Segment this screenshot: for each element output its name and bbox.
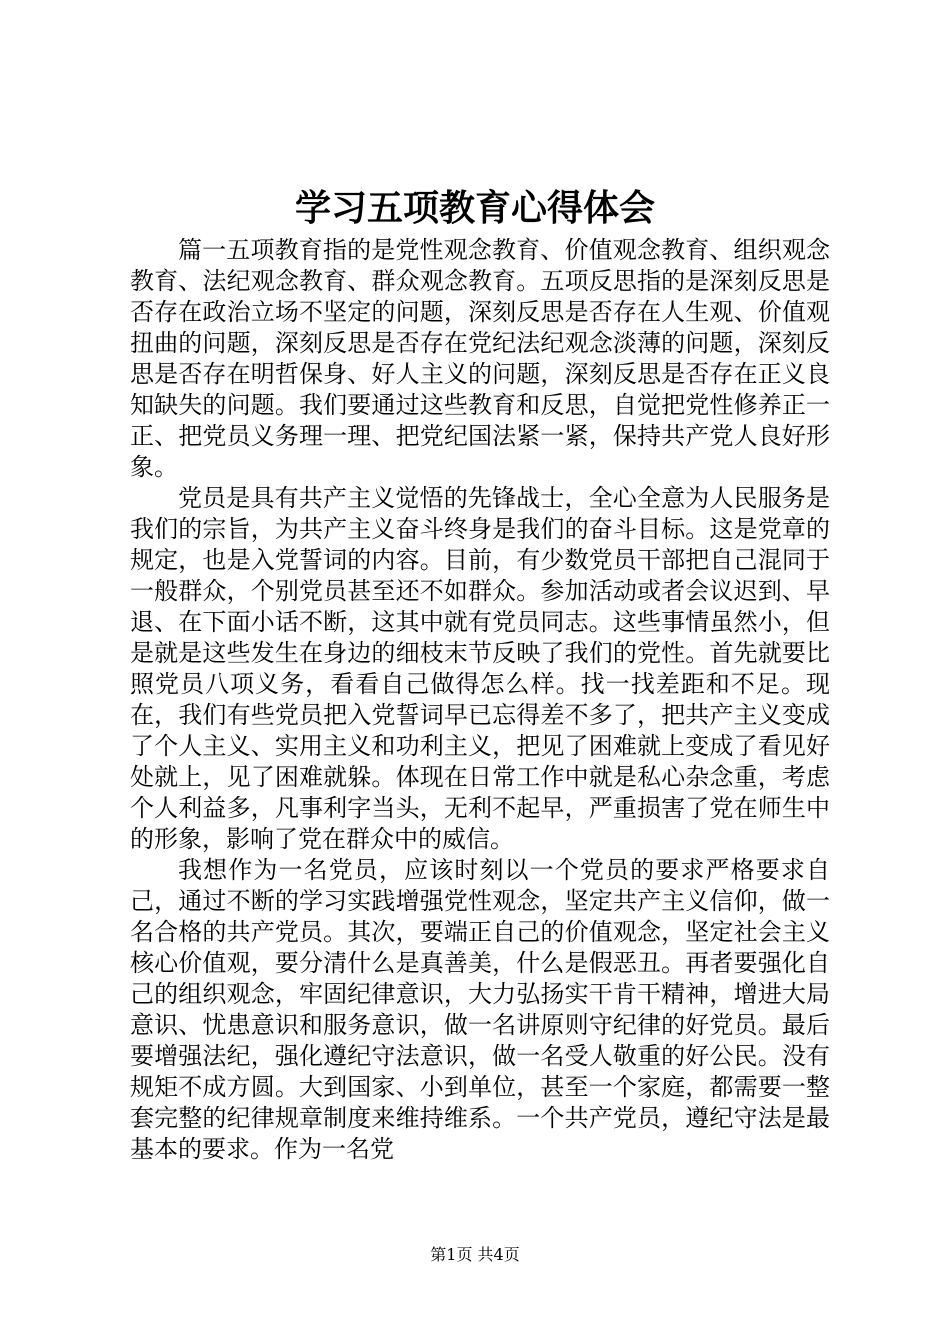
document-title: 学习五项教育心得体会 [294, 187, 655, 229]
paragraph-1: 篇一五项教育指的是党性观念教育、价值观念教育、组织观念教育、法纪观念教育、群众观念教育。五项反思指的是深刻反思是否存在政治立场不坚定的问题，深刻反思是否存在人生观、价值观扭曲的问题，深刻反思是否存在党纪法纪观念淡薄的问题，深刻反思是否存在明哲保身、好人主义的问题，深刻反思是否存在正义良知缺失的问题。我们要通过这些教育和反思，自觉把党性修养正一正、把党员义务理一理、把党纪国法紧一紧，保持共产党人良好形象。 [130, 236, 830, 481]
paragraph-2: 党员是具有共产主义觉悟的先锋战士，全心全意为人民服务是我们的宗旨，为共产主义奋斗终身是我们的奋斗目标。这是党章的规定，也是入党誓词的内容。目前，有少数党员干部把自己混同于一般群众，个别党员甚至还不如群众。参加活动或者会议迟到、早退、在下面小话不断，这其中就有党员同志。这些事情虽然小，但是就是这些发生在身边的细枝末节反映了我们的党性。首先就要比照党员八项义务，看看自己做得怎么样。找一找差距和不足。现在，我们有些党员把入党誓词早已忘得差不多了，把共产主义变成了个人主义、实用主义和功利主义，把见了困难就上变成了看见好处就上，见了困难就躲。体现在日常工作中就是私心杂念重，考虑个人利益多，凡事利字当头，无利不起早，严重损害了党在师生中的形象，影响了党在群众中的威信。 [130, 484, 830, 853]
page-number-footer: 第1页 共4页 [430, 1245, 520, 1264]
document-body [130, 235, 830, 1165]
paragraph-3: 我想作为一名党员，应该时刻以一个党员的要求严格要求自己，通过不断的学习实践增强党性观念，坚定共产主义信仰，做一名合格的共产党员。其次，要端正自己的价值观念，坚定社会主义核心价值观，要分清什么是真善美，什么是假恶丑。再者要强化自己的组织观念，牢固纪律意识，大力弘扬实干肯干精神，增进大局意识、忧患意识和服务意识，做一名讲原则守纪律的好党员。最后要增强法纪，强化遵纪守法意识，做一名受人敬重的好公民。没有规矩不成方圆。大到国家、小到单位，甚至一个家庭，都需要一整套完整的纪律规章制度来维持维系。一个共产党员，遵纪守法是最基本的要求。作为一名党 [130, 856, 830, 1163]
